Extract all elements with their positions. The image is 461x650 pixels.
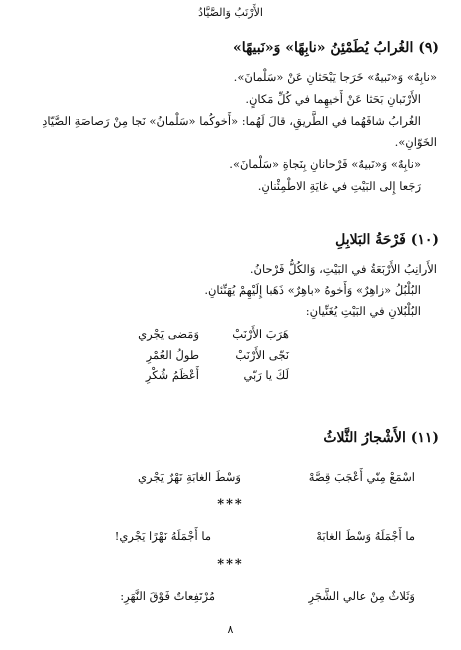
verse-11-3a: وَثَلاثٌ مِنْ عالي الشَّجَرِ [308,589,415,603]
verse-10-3a: لَكَ يا رَبّي [243,368,289,382]
verse-10-3b: أَعْظَمُ شُكْرِ [145,368,199,382]
verse-11-2a: ما أَجْمَلَهُ وَسْطَ الغابَهْ [316,529,415,543]
section-9-line-4: الخَوّانِ». [394,135,437,149]
verse-10-1b: وَمَضى يَجْري [138,327,199,341]
stanza-separator-2: *** [217,557,244,572]
section-9-line-2: الأَرْنَبانِ بَحَثا عَنْ أَخيهِما في كُلِّ مَكانٍ. [245,92,421,106]
section-10-line-2: البُلْبُلُ «زاهِرٌ» وَأَخوهُ «باهِرٌ» ذَهَبا إِلَيْهِمْ يُهَنِّئانِ. [204,283,421,297]
section-9-line-5: «نابِهٌ» وَ«نَبيهٌ» فَرْحانانِ بِنَجاةِ «سَلْمانَ». [229,157,421,171]
running-head: الأَرْنَبُ وَالصَّيَّادُ [198,6,263,19]
section-9-line-3: الغُرابُ شافَهُما في الطَّريقِ، قالَ لَهُما: «أَخوكُما «سَلْمانُ» نَجا مِنْ رَصاصَةِ الصَّيّادِ [42,114,421,128]
section-9-line-6: رَجَعا إِلى البَيْتِ في غايَةِ الاطْمِئْنانِ. [257,179,421,193]
section-10-title: (١٠) فَرْحَةُ البَلابِلِ [335,232,439,248]
section-10-line-1: الأَرانِبُ الأَرْبَعَةُ في البَيْتِ، وَالكُلُّ فَرْحانُ. [249,262,437,276]
page-number: ٨ [227,623,234,636]
section-11-title: (١١) الأَشْجارُ الثَّلاثُ [323,430,439,446]
verse-11-3b: مُرْتَفِعاتٌ فَوْقَ النَّهَرِ: [120,589,215,603]
verse-10-2a: نَجّى الأَرْنَبْ [235,348,289,362]
section-10-line-3: البُلْبُلانِ في البَيْتِ يُغَنِّيانِ: [305,304,421,318]
verse-11-1a: اسْمَعْ مِنّي أَعْجَبَ قِصَّهْ [308,470,415,484]
verse-10-2b: طولُ العُمْرِ [146,348,199,362]
stanza-separator-1: *** [217,497,244,512]
section-9-line-1: «نابِهٌ» وَ«نَبيهٌ» خَرَجا يَبْحَثانِ عَنْ «سَلْمانَ». [233,70,437,84]
verse-11-2b: ما أَجْمَلَهُ نَهْرًا يَجْري! [114,529,211,543]
verse-11-1b: وَسْطَ الغابَةِ نَهْرٌ يَجْري [137,470,241,484]
section-9-title: (٩) الغُرابُ يُطَمْئِنُ «نابِهًا» وَ«نَبيهًا» [233,40,439,56]
verse-10-1a: هَرَبَ الأَرْنَبْ [232,327,289,341]
